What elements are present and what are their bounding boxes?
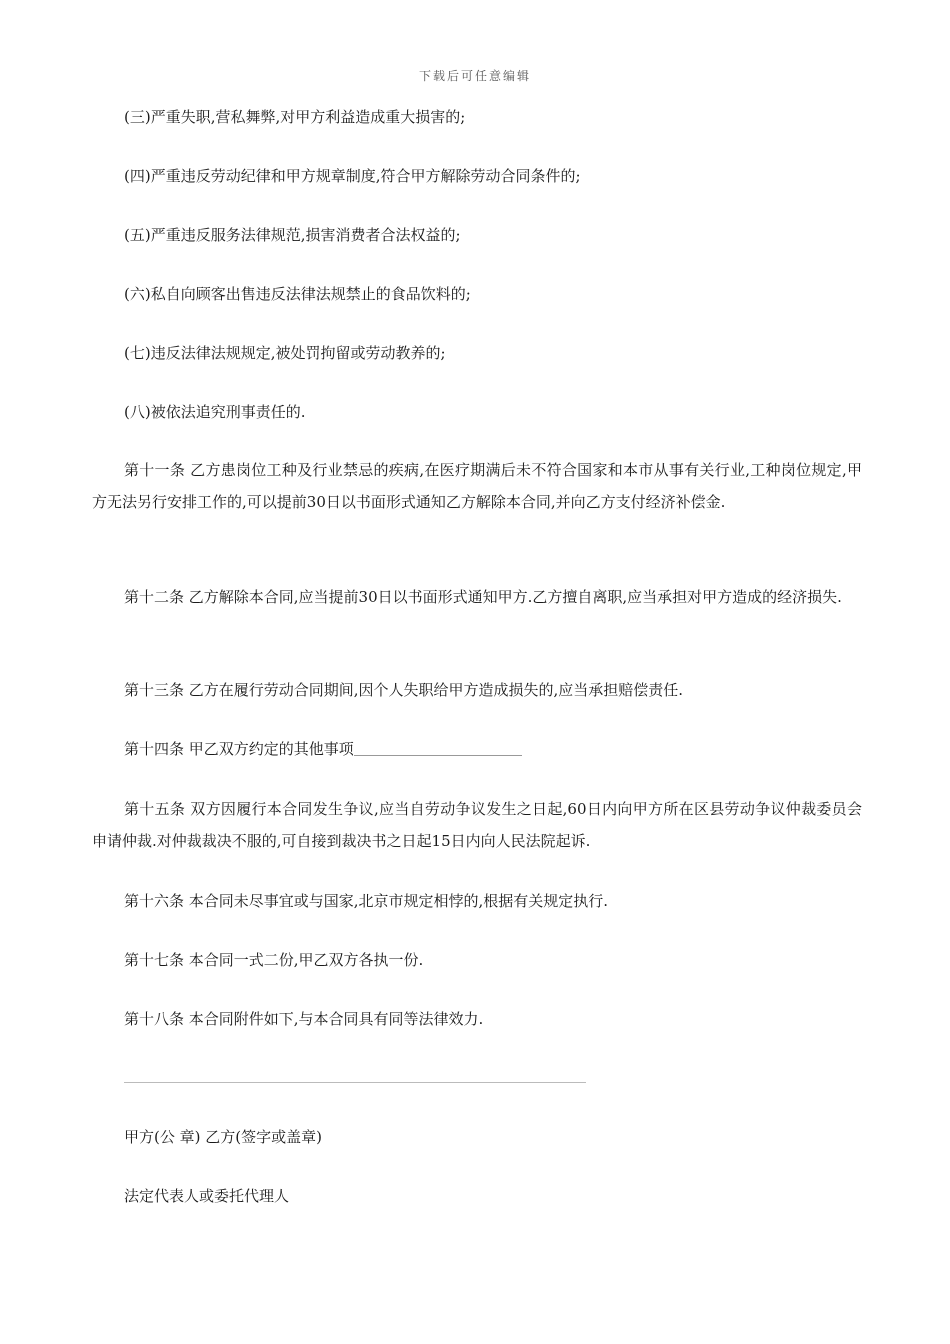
clause-item-4: (四)严重违反劳动纪律和甲方规章制度,符合甲方解除劳动合同条件的; (124, 167, 581, 185)
article-14 (124, 734, 860, 764)
article-18: 第十八条 本合同附件如下,与本合同具有同等法律效力. (124, 1010, 484, 1028)
blank-fill-line[interactable] (354, 737, 522, 756)
clause-item-5: (五)严重违反服务法律规范,损害消费者合法权益的; (124, 226, 461, 244)
article-14-text: 第十四条 甲乙双方约定的其他事项 (124, 740, 354, 758)
article-12: 第十二条 乙方解除本合同,应当提前30日以书面形式通知甲方.乙方擅自离职,应当承担对甲方造成的经济损失. (124, 588, 842, 606)
signature-parties: 甲方(公 章) 乙方(签字或盖章) (124, 1128, 322, 1146)
clause-item-7: (七)违反法律法规规定,被处罚拘留或劳动教养的; (124, 344, 446, 362)
clause-item-6: (六)私自向顾客出售违反法律法规禁止的食品饮料的; (124, 285, 471, 303)
article-11: 第十一条 乙方患岗位工种及行业禁忌的疾病,在医疗期满后未不符合国家和本市从事有关行业,工种岗位规定,甲方无法另行安排工作的,可以提前30日以书面形式通知乙方解除本合同,并向乙方支付经济补偿金. (92, 461, 862, 511)
page-header: 下载后可任意编辑 (418, 69, 531, 83)
clause-item-3: (三)严重失职,营私舞弊,对甲方利益造成重大损害的; (124, 108, 466, 126)
attachment-line (124, 1082, 586, 1083)
article-16: 第十六条 本合同未尽事宜或与国家,北京市规定相悖的,根据有关规定执行. (124, 892, 609, 910)
article-17: 第十七条 本合同一式二份,甲乙双方各执一份. (124, 951, 424, 969)
clause-item-8: (八)被依法追究刑事责任的. (124, 403, 306, 421)
article-15: 第十五条 双方因履行本合同发生争议,应当自劳动争议发生之日起,60日内向甲方所在区县劳动争议仲裁委员会申请仲裁.对仲裁裁决不服的,可自接到裁决书之日起15日内向人民法院起诉. (92, 800, 862, 850)
article-13: 第十三条 乙方在履行劳动合同期间,因个人失职给甲方造成损失的,应当承担赔偿责任. (124, 681, 684, 699)
signature-representative: 法定代表人或委托代理人 (124, 1187, 290, 1205)
